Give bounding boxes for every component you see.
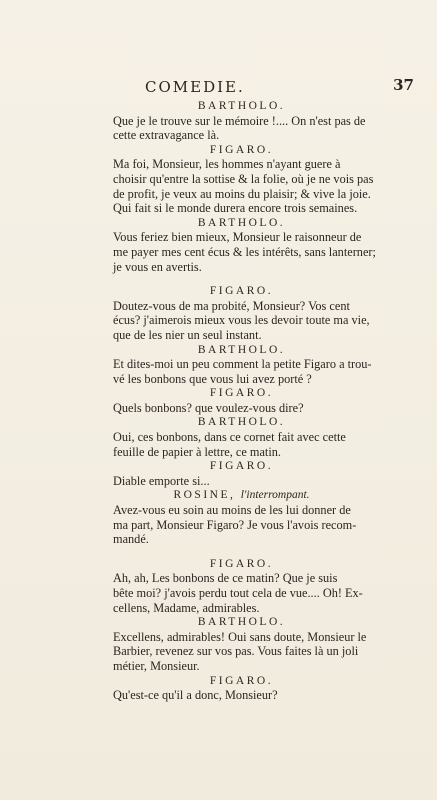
speaker-name — [113, 415, 370, 430]
speech — [113, 357, 370, 386]
speech — [113, 571, 370, 615]
speech — [113, 157, 374, 216]
speaker-label: BARTHOLO. — [197, 343, 286, 356]
speaker-label: FIGARO. — [209, 557, 274, 570]
page-header — [100, 76, 414, 98]
speaker-name — [113, 488, 370, 503]
speaker-label: BARTHOLO. — [197, 100, 286, 112]
speech — [113, 299, 370, 343]
speech-line: feuille de papier à lettre, ce matin. — [113, 444, 281, 459]
speaker-label: BARTHOLO. — [197, 616, 286, 629]
speech-line: métier, Monsieur. — [113, 658, 200, 673]
speech-line: Oui, ces bonbons, dans ce cornet fait avec cette — [113, 430, 346, 445]
speech-line: bête moi? j'avois perdu tout cela de vue.... Oh! Ex- — [113, 586, 363, 600]
speaker-name — [113, 343, 370, 358]
stage-direction: l'interrompant. — [240, 489, 310, 502]
speaker-label: FIGARO. — [209, 674, 274, 687]
running-title: COMEDIE. — [145, 78, 245, 96]
speech-line: que de les nier un seul instant. — [113, 327, 262, 342]
speech — [113, 401, 370, 416]
speech-line: Doutez-vous de ma probité, Monsieur? Vos cent — [113, 298, 350, 313]
speech-line: Excellens, admirables! Oui sans doute, Monsieur le — [113, 629, 367, 644]
speech-line: Ah, ah, Les bonbons de ce matin? Que je suis — [113, 571, 338, 586]
speaker-name — [113, 386, 370, 401]
speech — [113, 430, 370, 459]
speaker-label: BARTHOLO. — [197, 216, 286, 229]
speaker-name — [113, 284, 370, 299]
page-number: 37 — [393, 76, 414, 94]
speech-line: Que je le trouve sur le mémoire !.... On n'est pas de — [113, 113, 366, 128]
speaker-name — [113, 143, 370, 158]
speech-line: écus? j'aimerois mieux vous les devoir toute ma vie, — [113, 313, 370, 328]
speaker-label: BARTHOLO. — [197, 416, 286, 429]
speech-line: cellens, Madame, admirables. — [113, 600, 260, 615]
speech-line: Ma foi, Monsieur, les hommes n'ayant guere à — [113, 157, 341, 172]
speech-line: Qu'est-ce qu'il a donc, Monsieur? — [113, 688, 278, 703]
speech-line: ma part, Monsieur Figaro? Je vous l'avois recom- — [113, 517, 357, 532]
speech-line: Diable emporte si... — [113, 473, 210, 488]
speech-line: Et dites-moi un peu comment la petite Figaro a trou- — [113, 357, 372, 372]
speech-line: Barbier, revenez sur vos pas. Vous faites là un joli — [113, 644, 359, 659]
speaker-label: ROSINE, — [173, 489, 236, 502]
speech — [113, 688, 370, 703]
speech-line: de profit, je veux au moins du plaisir; & vive la joie. — [113, 186, 371, 201]
speech-line: Vous feriez bien mieux, Monsieur le raisonneur de — [113, 230, 362, 245]
speech — [113, 230, 376, 274]
speech-line: cette extravagance là. — [113, 128, 220, 143]
speaker-name — [113, 99, 370, 114]
speech-line: Avez-vous eu soin au moins de les lui donner de — [113, 503, 351, 518]
speech-line: je vous en avertis. — [113, 259, 202, 274]
speech — [113, 114, 370, 143]
speech-line: Quels bonbons? que voulez-vous dire? — [113, 400, 304, 415]
speaker-name — [113, 557, 370, 572]
dialogue-text — [113, 99, 376, 703]
speaker-name — [113, 674, 370, 689]
speech — [113, 474, 370, 489]
speaker-label: FIGARO. — [209, 460, 274, 473]
speech — [113, 630, 370, 674]
speaker-label: FIGARO. — [209, 143, 274, 156]
speaker-name — [113, 615, 370, 630]
speaker-label: FIGARO. — [209, 285, 274, 298]
speech — [113, 503, 370, 547]
speech-line: me payer mes cent écus & les intérêts, sans lanterner; — [113, 244, 376, 259]
speaker-name — [113, 459, 370, 474]
speech-line: choisir qu'entre la sottise & la folie, où je ne vois pas — [113, 171, 374, 186]
speech-line: vé les bonbons que vous lui avez porté ? — [113, 371, 312, 386]
speaker-name — [113, 216, 370, 231]
speech-line: mandé. — [113, 532, 149, 547]
speech-line: Qui fait si le monde durera encore trois semaines. — [113, 201, 358, 216]
speaker-label: FIGARO. — [209, 387, 274, 400]
